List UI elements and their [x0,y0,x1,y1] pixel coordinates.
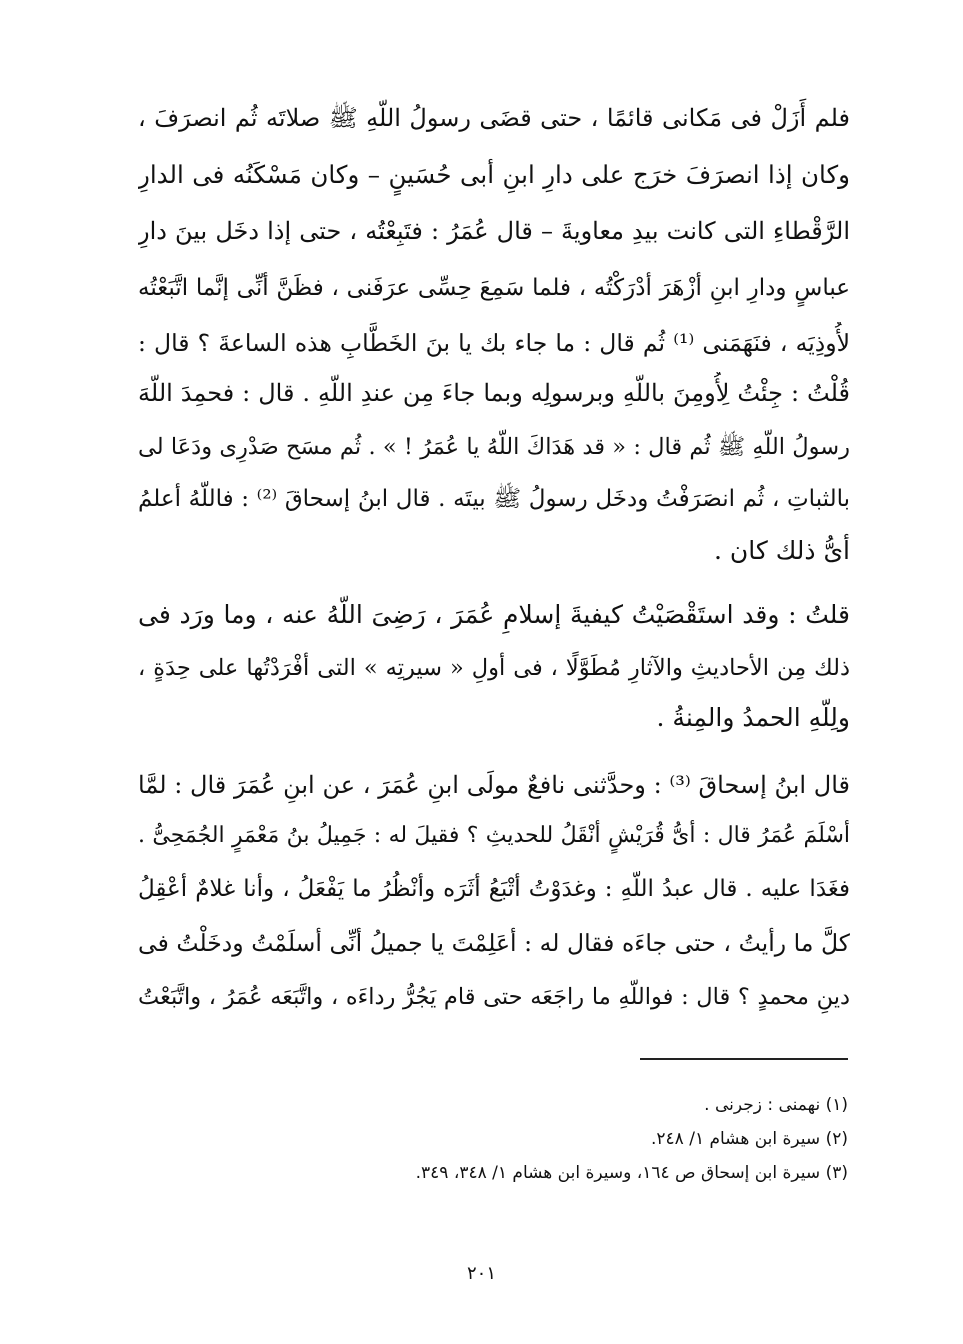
body-line: وكان إذا انصرَفَ خرَج على دارِ ابنِ أبى حُسَينٍ – وكان مَسْكَنُه فى الدارِ [138,160,850,189]
body-line: فلم أَزَلْ فى مَكانى قائمًا ، حتى قضَى رسولُ اللّهِ ﷺ صلاتَه ثُم انصرَفَ ، [138,104,850,132]
body-line: رسولُ اللّهِ ﷺ ثُم قال : « قد هَدَاكَ اللّهُ يا عُمَرُ ! » . ثُم مسَح صَدْرِى ودَعَا لى [138,434,850,460]
body-line: قلتُ : وقد استَقْصَيْتُ كيفيةَ إسلامِ عُمَرَ ، رَضِىَ اللّهُ عنه ، وما ورَد فى [138,600,850,629]
body-line: دينِ محمدٍ ؟ قال : فواللّهِ ما راجَعَه حتى قام يَجُرُّ رداءَه ، واتَّبَعَه عُمَرُ ، واتَّبَعْتُ [138,984,850,1010]
body-line: الرَّقْطاءِ التى كانت بيدِ معاويةَ – قال عُمَرُ : فتَبِعْتُه ، حتى إذا دخَل بينَ دارِ [138,217,850,245]
body-line: أىُّ ذلك كان . [714,536,850,565]
body-line: فغَدَا عليه . قال عبدُ اللّهِ : وغدَوْتُ أتْبَعُ أثَرَه وأنْظُرُ ما يَفْعَلُ ، وأنا غلامٌ أعْقِلُ [138,876,850,902]
body-line: أسْلَمَ عُمَرُ قال : أىُّ قُرَيْشٍ أنْقَلُ للحديثِ ؟ فقيلَ له : جَمِيلُ بنُ مَعْمَرٍ الجُمَحِىُّ . [138,823,850,848]
body-line: كلَّ ما رأيتُ ، حتى جاءَه فقال له : أعَلِمْتَ يا جميلُ أنِّى أسلَمْتُ ودخَلْتُ فى [138,929,850,957]
page-number: ٢٠١ [466,1263,496,1284]
body-line: لأُوذِيَه ، فنَهَمَنى ⁽¹⁾ ثُم قال : ما جاء بك يا بنَ الخَطَّابِ هذه الساعةَ ؟ قال : [138,329,850,357]
body-line: ولِلّهِ الحمدُ والمِنةُ . [656,703,850,732]
footnote: (١) نهمنى : زجرنى . [704,1095,848,1115]
body-line: قال ابنُ إسحاقَ ⁽³⁾ : وحدَّثنى نافعٌ مولَى ابنِ عُمَرَ ، عن ابنِ عُمَرَ قال : لمَّا [138,771,850,799]
body-line: ذلك مِن الأحاديثِ والآثارِ مُطَوَّلًا ، فى أولِ « سيرتِه » التى أفْرَدْتُها على حِدَةٍ ، [138,655,850,681]
footnote: (٣) سيرة ابن إسحاق ص ١٦٤، وسيرة ابن هشام ١/ ٣٤٨، ٣٤٩. [415,1163,848,1183]
footnote: (٢) سيرة ابن هشام ١/ ٢٤٨. [650,1129,848,1149]
body-line: عباسٍ ودارِ ابنِ أزْهَرَ أدْرَكْتُه ، فلما سَمِعَ حِسِّى عرَفَنى ، فظَنَّ أنِّى إنَّما اتَّبَعْتُه [138,275,850,301]
body-line: قُلْتُ : جِئْتُ لِأُومِنَ باللّهِ وبرسولِه وبما جاءَ مِن عندِ اللّهِ . قال : فحمِدَ اللّهَ [138,379,850,407]
body-line: بالثباتِ ، ثُم انصَرَفْتُ ودخَل رسولُ ﷺ بيتَه . قال ابنُ إسحاقَ ⁽²⁾ : فاللّهُ أعلمُ [138,486,850,512]
footnote-separator [640,1058,848,1060]
